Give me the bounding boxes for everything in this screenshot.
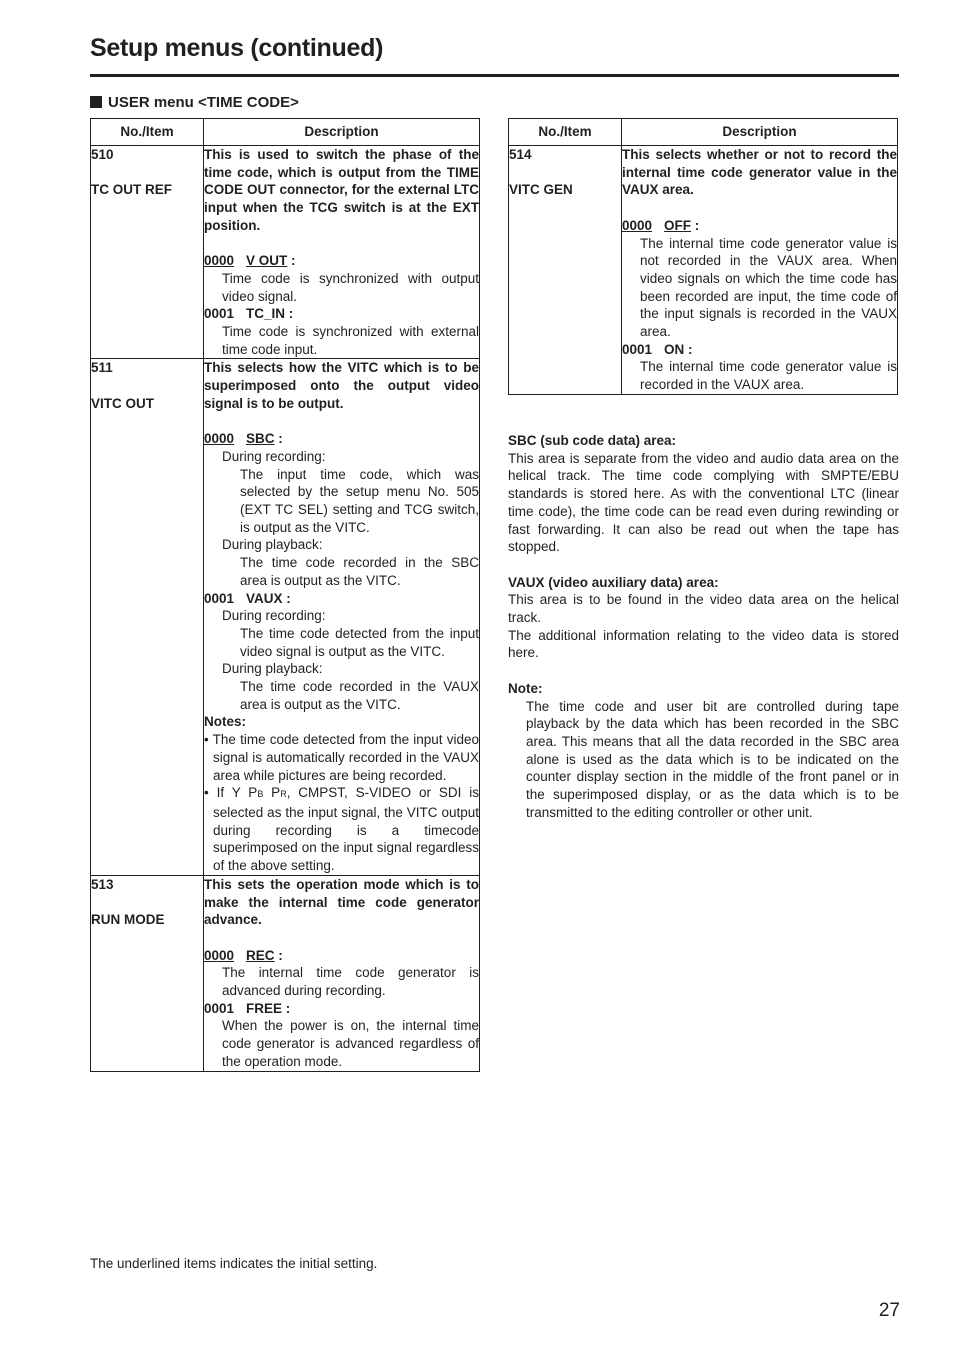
row-514-option-0000 [622, 217, 897, 235]
section-heading-text: USER menu <TIME CODE> [108, 94, 299, 111]
row-510-option-0001 [204, 305, 479, 323]
square-bullet-icon [90, 96, 102, 108]
row-511-option-0001-play-text: The time code recorded in the VAUX area is output as the VITC. [240, 679, 479, 712]
option-colon: : [274, 431, 283, 447]
row-513-lead: This sets the operation mode which is to make the internal time code generator advance. [204, 876, 479, 928]
option-name: SBC [246, 431, 275, 447]
row-511-option-0000-rec-label: During recording: [222, 448, 326, 464]
option-name: OFF [664, 217, 691, 233]
option-colon: : [691, 217, 700, 233]
section-heading [90, 94, 299, 111]
row-511-description [204, 359, 480, 875]
row-510-item-name: TC OUT REF [91, 182, 172, 198]
row-513-option-0001-text: When the power is on, the internal time code generator is advanced regardless of the operation mode. [222, 1018, 479, 1069]
title-rule [90, 74, 899, 77]
row-513-number: 513 [91, 876, 114, 892]
row-511-option-0000 [204, 430, 479, 448]
row-510-option-0000 [204, 252, 479, 270]
row-511-note-2 [204, 784, 479, 875]
option-colon: : [274, 947, 283, 963]
row-514-option-0000-text: The internal time code generator value is not recorded in the VAUX area. When video signals on which the time code has been recorded are input, the time code of the input signals is recorded in the VAUX area. [640, 235, 897, 340]
option-code: 0001 [204, 1000, 235, 1016]
row-510-lead: This is used to switch the phase of the time code, which is output from the TIME CODE OUT connector, for the external LTC input when the TCG switch is at the EXT position. [204, 147, 479, 233]
table-header-row [509, 119, 898, 146]
row-513-option-0001 [204, 1000, 479, 1018]
option-code: 0000 [204, 947, 235, 963]
row-514-item-name: VITC GEN [509, 182, 573, 198]
column-header-description: Description [204, 119, 480, 146]
area-explanations [508, 432, 899, 821]
row-511-option-0000-play-text: The time code recorded in the SBC area is output as the VITC. [240, 555, 479, 588]
row-511-option-0001-rec-text: The time code detected from the input video signal is output as the VITC. [240, 625, 479, 659]
row-511-number: 511 [91, 360, 113, 376]
row-510-number-cell [91, 146, 204, 359]
option-code: 0000 [204, 253, 235, 269]
option-name: REC [246, 947, 275, 963]
row-514-lead: This selects whether or not to record the internal time code generator value in the VAUX area. [622, 147, 897, 198]
row-511-item-name: VITC OUT [91, 395, 154, 411]
sbc-heading: SBC (sub code data) area: [508, 433, 677, 448]
row-511-option-0001 [204, 590, 479, 608]
row-513-description [204, 875, 480, 1071]
sbc-text: This area is separate from the video and audio data area on the helical track. The time code complying with SMPTE/EBU standards is stored here. As with the conventional LTC (linear time code), the time code can be read even during rewinding or fast forwarding. It can also be read out when the tape has stopped. [508, 450, 899, 555]
row-513-number-cell [91, 875, 204, 1071]
row-511-option-0001-play-label: During playback: [222, 661, 323, 677]
row-511-option-0001-rec-label: During recording: [222, 608, 326, 624]
vaux-heading: VAUX (video auxiliary data) area: [508, 574, 719, 590]
note-subscript: R [280, 789, 287, 800]
row-510-option-0001-text: Time code is synchronized with external time code input. [222, 324, 479, 357]
option-name: ON : [664, 341, 693, 357]
vaux-text-2: The additional information relating to the video data is stored here. [508, 627, 899, 661]
option-code: 0001 [622, 341, 653, 357]
table-row-514 [509, 146, 898, 395]
column-header-no-item: No./Item [91, 119, 204, 146]
option-name: FREE : [246, 1000, 291, 1016]
column-header-description: Description [622, 119, 898, 146]
column-header-no-item: No./Item [509, 119, 622, 146]
option-code: 0001 [204, 590, 235, 606]
option-code: 0000 [204, 431, 235, 447]
row-513-item-name: RUN MODE [91, 912, 165, 928]
row-510-number: 510 [91, 147, 114, 162]
option-name: V OUT [246, 253, 288, 269]
table-row-511 [91, 359, 480, 875]
option-name: VAUX : [246, 590, 291, 606]
note-heading: Note: [508, 680, 543, 696]
footnote: The underlined items indicates the initial setting. [90, 1256, 378, 1271]
note-text: The time code and user bit are controlled during tape playback by the data which has been recorded in the SBC area. This means that all the data recorded in the SBC area alone is used as the data which is to be indicated on the counter display section in the middle of the front panel or in the superimposed display, or as the data which is to be transmitted to the editing controller or other unit. [526, 698, 899, 820]
row-514-number-cell [509, 146, 622, 395]
note-subscript: B [257, 789, 264, 800]
table-header-row [91, 119, 480, 146]
row-511-number-cell [91, 359, 204, 875]
row-514-number: 514 [509, 147, 532, 162]
row-513-option-0000-text: The internal time code generator is advanced during recording. [222, 965, 479, 998]
row-514-description [622, 146, 898, 395]
option-code: 0001 [204, 306, 235, 322]
row-511-notes-label: Notes: [204, 714, 247, 730]
note-text: , CMPST, S-VIDEO or SDI is selected as the input signal, the VITC output during recording is a timecode superimposed on the input signal regardless of the above setting. [213, 785, 479, 874]
vaux-text-1: This area is to be found in the video data area on the helical track. [508, 592, 899, 626]
note-text: • If Y P [204, 785, 258, 801]
row-511-note-1: • The time code detected from the input video signal is automatically recorded in the VAUX area while pictures are being recorded. [204, 732, 479, 783]
row-510-description [204, 146, 480, 359]
page-title: Setup menus (continued) [90, 34, 384, 62]
table-row-513 [91, 875, 480, 1071]
note-text: P [263, 785, 281, 801]
option-colon: : [287, 253, 296, 269]
row-511-option-0000-play-label: During playback: [222, 537, 323, 553]
row-511-lead: This selects how the VITC which is to be superimposed onto the output video signal is to be output. [204, 360, 479, 411]
row-514-option-0001-text: The internal time code generator value is recorded in the VAUX area. [640, 359, 897, 393]
page-number: 27 [878, 1300, 900, 1321]
table-row-510 [91, 146, 480, 359]
row-511-option-0000-rec-text: The input time code, which was selected by the setup menu No. 505 (EXT TC SEL) setting and TCG switch, is output as the VITC. [240, 466, 479, 535]
row-513-option-0000 [204, 947, 479, 965]
time-code-menu-table-right [508, 118, 898, 395]
row-514-option-0001 [622, 341, 897, 359]
option-name: TC_IN : [246, 306, 294, 322]
time-code-menu-table-left [90, 118, 480, 1072]
row-510-option-0000-text: Time code is synchronized with output video signal. [222, 270, 479, 304]
option-code: 0000 [622, 217, 653, 233]
